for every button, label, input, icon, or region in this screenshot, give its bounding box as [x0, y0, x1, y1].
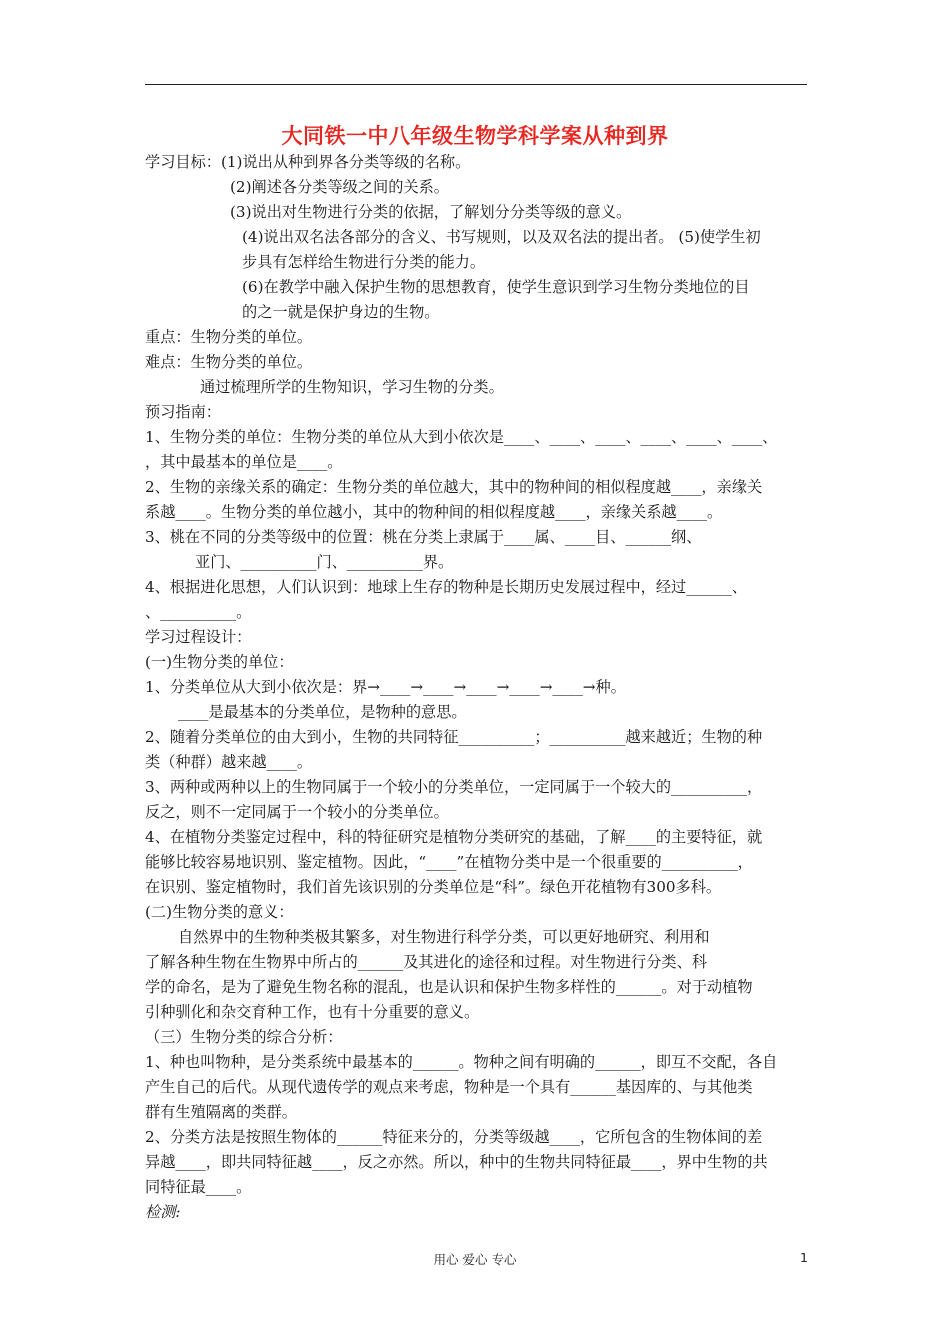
text-line: 预习指南： [145, 403, 221, 421]
text-line: 学习目标：(1)说出从种到界各分类等级的名称。 [145, 153, 471, 171]
text-line: 系越____。生物分类的单位越小，其中的物种间的相似程度越____，亲缘关系越____。 [145, 503, 723, 521]
text-line: 产生自己的后代。从现代遗传学的观点来考虑，物种是一个具有______基因库的、与其他类 [145, 1078, 753, 1096]
text-line: (一)生物分类的单位： [145, 653, 294, 671]
text-line: 群有生殖隔离的类群。 [145, 1103, 297, 1121]
text-line: 类（种群）越来越____。 [145, 753, 313, 771]
text-line: 3、两种或两种以上的生物同属于一个较小的分类单位，一定同属于一个较大的__________， [145, 778, 763, 796]
text-line: 步具有怎样给生物进行分类的能力。 [242, 253, 485, 271]
text-line: ____是最基本的分类单位，是物种的意思。 [178, 703, 467, 721]
text-line: (6)在教学中融入保护生物的思想教育，使学生意识到学习生物分类地位的目 [242, 278, 750, 296]
text-line: 引种驯化和杂交育种工作，也有十分重要的意义。 [145, 1003, 480, 1021]
text-line: 自然界中的生物种类极其繁多，对生物进行科学分类，可以更好地研究、利用和 [178, 928, 710, 946]
text-line: (3)说出对生物进行分类的依据，了解划分分类等级的意义。 [230, 203, 632, 221]
text-line: 难点：生物分类的单位。 [145, 353, 313, 371]
text-line: 2、分类方法是按照生物体的______特征来分的，分类等级越____，它所包含的生物体间的差 [145, 1128, 763, 1146]
text-line: （三）生物分类的综合分析： [145, 1028, 343, 1046]
text-line: 1、分类单位从大到小依次是：界→____→____→____→____→____→种。 [145, 678, 626, 696]
text-line: 同特征最____。 [145, 1178, 252, 1196]
text-line: 通过梳理所学的生物知识，学习生物的分类。 [200, 378, 504, 396]
text-line: 反之，则不一定同属于一个较小的分类单位。 [145, 803, 449, 821]
text-line: 重点：生物分类的单位。 [145, 328, 313, 346]
text-line: 、__________。 [145, 603, 252, 621]
text-line: 检测: [145, 1203, 181, 1221]
text-line: 亚门、__________门、__________界。 [195, 553, 454, 571]
text-line: 异越____，即共同特征越____，反之亦然。所以，种中的生物共同特征最____，界中生物的共 [145, 1153, 768, 1171]
text-line: 的之一就是保护身边的生物。 [242, 303, 440, 321]
text-line: 4、在植物分类鉴定过程中，科的特征研究是植物分类研究的基础，了解____的主要特征，就 [145, 828, 763, 846]
text-line: 能够比较容易地识别、鉴定植物。因此，“____”在植物分类中是一个很重要的__________， [145, 853, 753, 871]
text-line: 3、桃在不同的分类等级中的位置：桃在分类上隶属于____属、____目、______纲、 [145, 528, 702, 546]
text-line: (4)说出双名法各部分的含义、书写规则，以及双名法的提出者。 (5)使学生初 [242, 228, 761, 246]
text-line: 在识别、鉴定植物时，我们首先该识别的分类单位是“科”。绿色开花植物有300多科。 [145, 878, 722, 896]
header-rule [145, 84, 807, 85]
text-line: (二)生物分类的意义： [145, 903, 294, 921]
text-line: 学的命名，是为了避免生物名称的混乱，也是认识和保护生物多样性的______。对于动植物 [145, 978, 753, 996]
text-line: 2、随着分类单位的由大到小，生物的共同特征__________；__________越来越近；生物的种 [145, 728, 763, 746]
text-line: 1、种也叫物种，是分类系统中最基本的______。物种之间有明确的______，即互不交配，各自 [145, 1053, 778, 1071]
page-number: 1 [800, 1250, 808, 1265]
text-line: ，其中最基本的单位是____。 [145, 453, 343, 471]
text-line: 2、生物的亲缘关系的确定：生物分类的单位越大，其中的物种间的相似程度越____，亲缘关 [145, 478, 763, 496]
document-title: 大同铁一中八年级生物学科学案从种到界 [281, 124, 669, 148]
text-line: 4、根据进化思想，人们认识到：地球上生存的物种是长期历史发展过程中，经过______、 [145, 578, 747, 596]
page-footer: 用心 爱心 专心 [433, 1252, 517, 1267]
text-line: 了解各种生物在生物界中所占的______及其进化的途径和过程。对生物进行分类、科 [145, 953, 707, 971]
text-line: 1、生物分类的单位：生物分类的单位从大到小依次是____、____、____、____、____、____、 [145, 428, 778, 446]
text-line: (2)阐述各分类等级之间的关系。 [230, 178, 449, 196]
text-line: 学习过程设计： [145, 628, 252, 646]
